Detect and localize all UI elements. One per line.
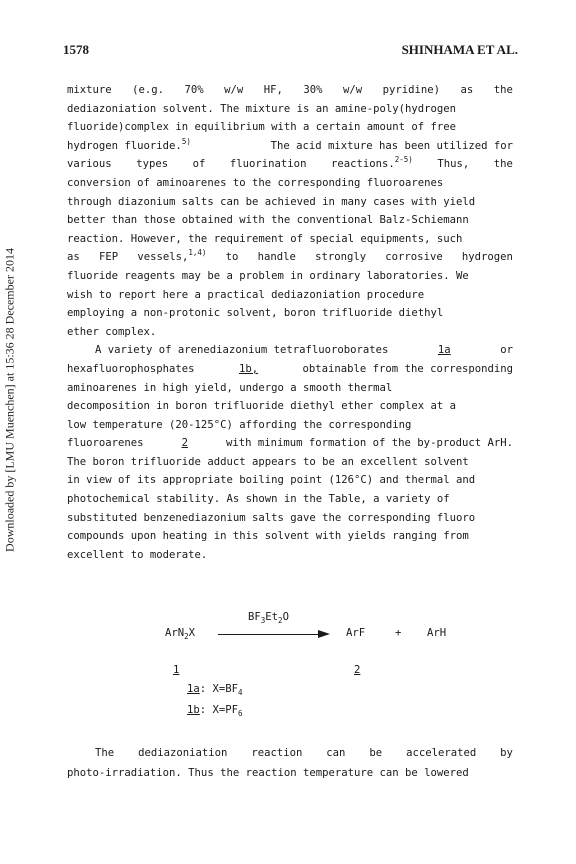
compound-label-2: 2 [354, 664, 361, 676]
compound-ref: 2 [181, 437, 188, 450]
compound-ref: 1a [437, 344, 451, 357]
text-line: fluoroarenes 2 with minimum formation of the by-product ArH. [67, 434, 513, 453]
text-line: The dediazoniation reaction can be accelerated by [95, 747, 513, 759]
text-line: mixture (e.g. 70% w/w HF, 30% w/w pyridine) as the [67, 84, 513, 96]
text-line: ether complex. [67, 325, 157, 338]
text-line: employing a non-protonic solvent, boron trifluoride diethyl [67, 307, 444, 320]
text-line: dediazoniation solvent. The mixture is an amine-poly(hydrogen [67, 102, 457, 115]
text-line: hydrogen fluoride.$^{5)}$ The acid mixture has been utilized for [67, 136, 513, 152]
download-note: Downloaded by [LMU Muenchen] at 15:36 28 December 2014 [2, 248, 17, 552]
reactant-formula: ArN$_2$X [165, 627, 196, 641]
text-line: reaction. However, the requirement of special equipments, such [67, 232, 463, 245]
text-line: better than those obtained with the conventional Balz-Schiemann [67, 214, 469, 227]
text-line: excellent to moderate. [67, 548, 208, 561]
text-line: aminoarenes in high yield, undergo a smooth thermal [67, 381, 393, 394]
variant-1a: 1a: $X=BF_4$ [187, 683, 243, 697]
text-line: A variety of arenediazonium tetrafluoroborates 1a or [67, 341, 513, 360]
text-line: conversion of aminoarenes to the corresponding fluoroarenes [67, 176, 444, 189]
compound-label-1: 1 [173, 664, 180, 676]
body-text [67, 81, 513, 564]
page-number: 1578 [63, 42, 89, 57]
citation-ref: 5) [181, 136, 191, 146]
product-byproduct: ArH [427, 627, 447, 639]
text-line: photo-irradiation. Thus the reaction temperature can be lowered [67, 767, 469, 779]
text-line: photochemical stability. As shown in the Table, a variety of [67, 493, 450, 506]
citation-ref: 1,4) [188, 248, 207, 258]
text-line: fluoride reagents may be a problem in ordinary laboratories. We [67, 269, 469, 282]
text-line: through diazonium salts can be achieved in many cases with yield [67, 195, 476, 208]
text-line: in view of its appropriate boiling point (126°C) and thermal and [67, 474, 476, 487]
download-watermark [2, 140, 18, 660]
citation-ref: 2-5) [394, 155, 413, 165]
reaction-arrow [218, 634, 320, 635]
reagent-label: $BF_3Et_2O$ [248, 611, 289, 625]
text-line: low temperature (20-125°C) affording the corresponding [67, 418, 412, 431]
body-text-continued [67, 743, 513, 783]
text-line: hexafluorophosphates 1b, obtainable from the corresponding [67, 360, 513, 379]
plus-sign: + [395, 627, 402, 639]
text-line: decomposition in boron trifluoride diethyl ether complex at a [67, 400, 457, 413]
text-line: fluoride)complex in equilibrium with a certain amount of free [67, 121, 457, 134]
text-line: substituted benzenediazonium salts gave the corresponding fluoro [67, 511, 476, 524]
arrow-head [318, 630, 330, 638]
product-fluoroarene: ArF [346, 627, 366, 639]
text-line: various types of fluorination reactions.$^{2-5)}$ Thus, the [67, 155, 513, 171]
text-line: compounds upon heating in this solvent with yields ranging from [67, 530, 469, 543]
text-line: The boron trifluoride adduct appears to be an excellent solvent [67, 455, 469, 468]
compound-ref: 1b, [238, 362, 259, 375]
running-head: SHINHAMA ET AL. [401, 42, 518, 57]
variant-1b: 1b: $X=PF_6$ [187, 704, 243, 718]
text-line: wish to report here a practical dediazoniation procedure [67, 288, 425, 301]
text-line: as FEP vessels,$^{1,4)}$ to handle strongly corrosive hydrogen [67, 248, 513, 264]
